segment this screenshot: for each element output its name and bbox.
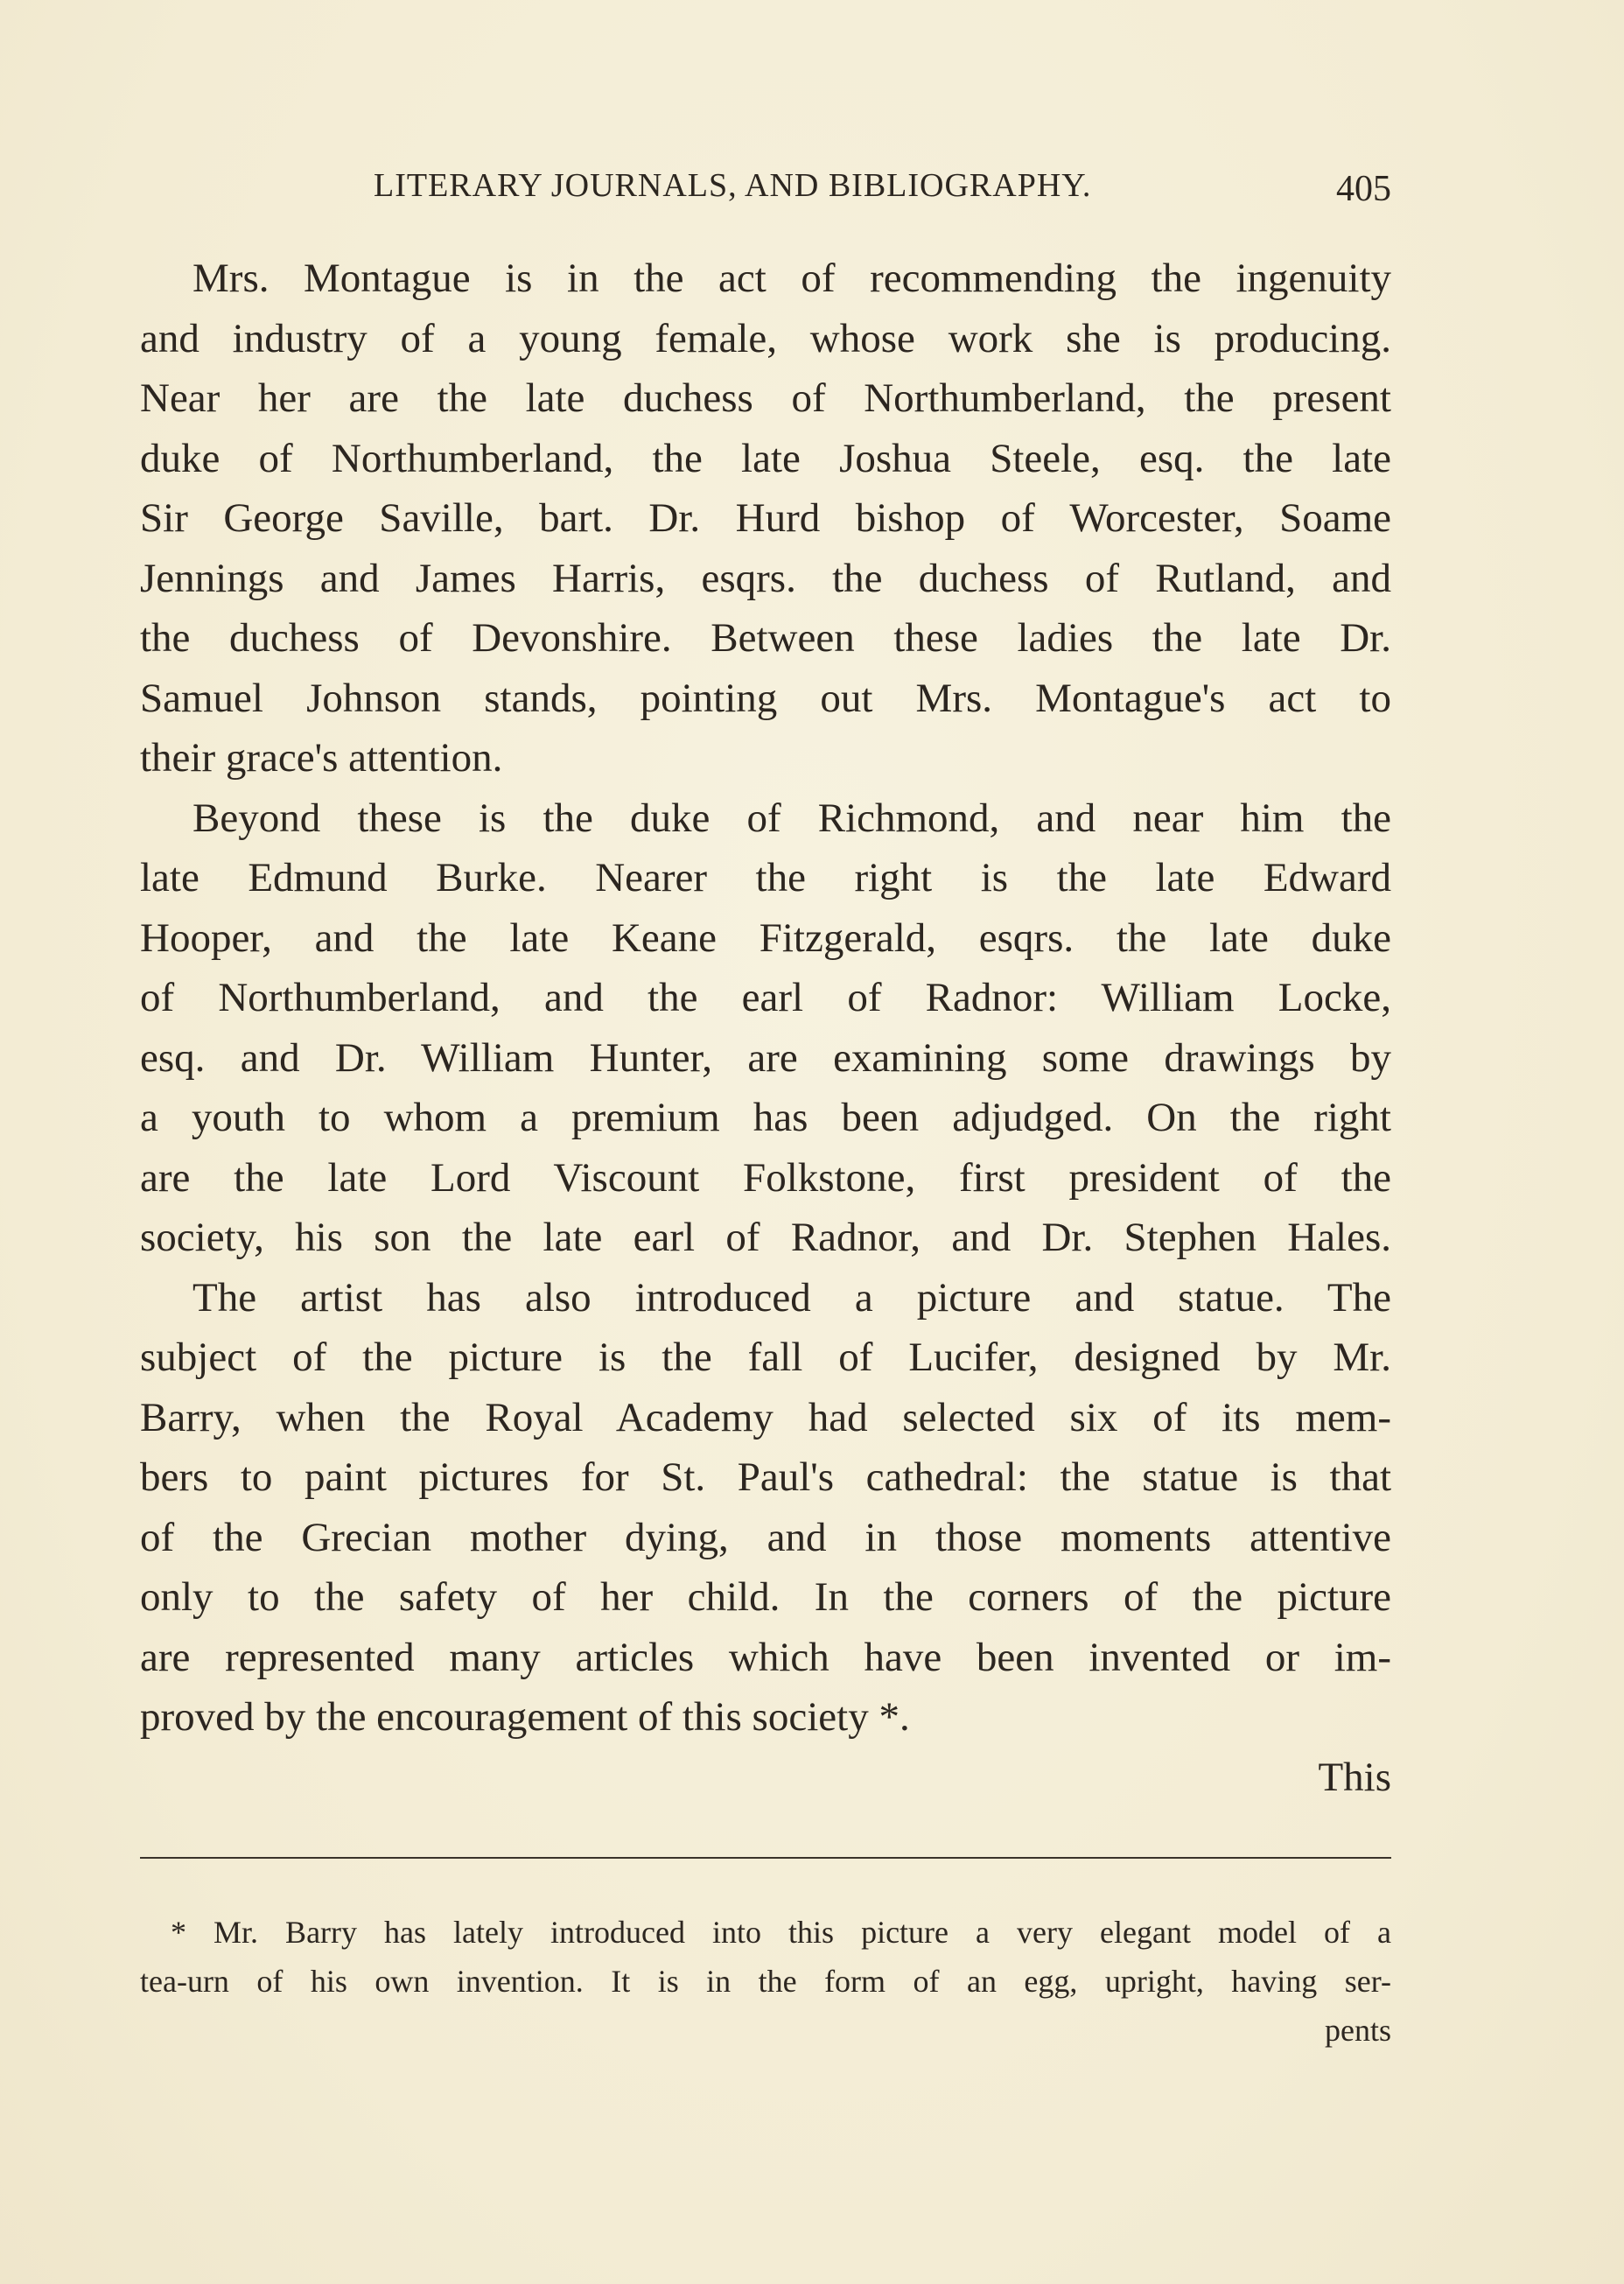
catchword: This <box>1318 1754 1391 1800</box>
text-line: Mrs. Montague is in the act of recommending the ingenuity <box>192 256 1391 301</box>
footnote-line: tea-urn of his own invention. It is in the form of an egg, upright, having ser- <box>140 1964 1391 1999</box>
text-line: Near her are the late duchess of Northumberland, the present <box>140 375 1391 421</box>
text-line: a youth to whom a premium has been adjudged. On the right <box>140 1095 1391 1140</box>
text-line: Samuel Johnson stands, pointing out Mrs. Montague's act to <box>140 675 1391 721</box>
text-line: subject of the picture is the fall of Lucifer, designed by Mr. <box>140 1335 1391 1380</box>
footnote-rule <box>140 1857 1391 1859</box>
text-line: The artist has also introduced a picture and statue. The <box>192 1274 1391 1321</box>
text-line: society, his son the late earl of Radnor, and Dr. Stephen Hales. <box>140 1215 1391 1260</box>
text-line: and industry of a young female, whose work she is producing. <box>140 315 1391 361</box>
text-line: of Northumberland, and the earl of Radnor: William Locke, <box>140 975 1391 1020</box>
text-line: late Edmund Burke. Nearer the right is the late Edward <box>140 855 1391 900</box>
text-line: Jennings and James Harris, esqrs. the duchess of Rutland, and <box>140 555 1391 601</box>
text-line: are represented many articles which have been invented or im- <box>140 1634 1391 1680</box>
body-text <box>140 249 1391 1807</box>
page-number: 405 <box>1336 169 1391 209</box>
text-line: Hooper, and the late Keane Fitzgerald, esqrs. the late duke <box>140 914 1391 961</box>
running-head: LITERARY JOURNALS, AND BIBLIOGRAPHY. <box>374 167 1092 204</box>
page-header <box>140 166 1391 219</box>
text-line: Barry, when the Royal Academy had selected six of its mem- <box>140 1394 1391 1440</box>
text-line: duke of Northumberland, the late Joshua Steele, esq. the late <box>140 435 1391 481</box>
text-line: only to the safety of her child. In the corners of the picture <box>140 1574 1391 1620</box>
text-line: are the late Lord Viscount Folkstone, first president of the <box>140 1154 1391 1201</box>
text-line: esq. and Dr. William Hunter, are examining some drawings by <box>140 1034 1391 1081</box>
footnote-catchword: pents <box>1325 2013 1391 2048</box>
text-line: Sir George Saville, bart. Dr. Hurd bishop of Worcester, Soame <box>140 495 1391 541</box>
footnote-line: * Mr. Barry has lately introduced into this picture a very elegant model of a <box>171 1915 1391 1950</box>
text-line: of the Grecian mother dying, and in those moments attentive <box>140 1514 1391 1560</box>
text-line: their grace's attention. <box>140 735 503 781</box>
text-line: the duchess of Devonshire. Between these ladies the late Dr. <box>140 615 1391 661</box>
text-line: bers to paint pictures for St. Paul's cathedral: the statue is that <box>140 1454 1391 1500</box>
footnote <box>140 1908 1391 2055</box>
text-line: proved by the encouragement of this society *. <box>140 1694 910 1740</box>
text-line: Beyond these is the duke of Richmond, and near him the <box>192 795 1391 841</box>
